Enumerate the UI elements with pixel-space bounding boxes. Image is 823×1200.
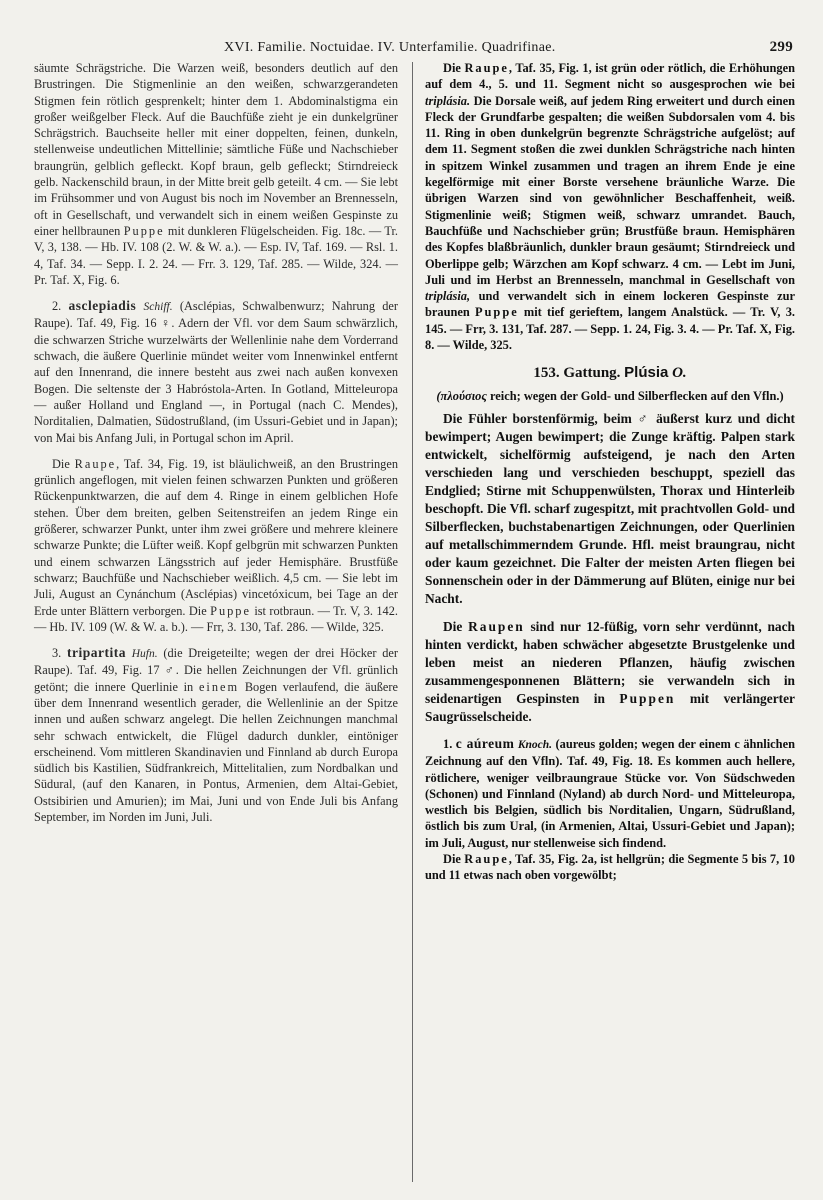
page-header — [34, 34, 795, 60]
genus-heading: 153. Gattung. Plúsia O. — [533, 364, 687, 382]
genus-description: Die Fühler borstenförmig, beim ♂ äußerst kurz und dicht bewimpert; Augen bewimpert; die Zunge kräftig. Palpen stark entwickelt, sichelförmig aufsteigend, je nach den Arten verschieden lang und verschieden beschuppt, speziell das Endglied; Stirne mit Schuppenwülsten, Thorax und Hinterleib beschopft. Die Vfl. scharf zugespitzt, mit prachtvollen Gold- und Silberflecken, buchstabenartigen Zeichnungen, oder Querlinien auf metallschimmerndem Grunde. Hfl. meist braungrau, nicht oder kaum gezeichnet. Die Falter der meisten Arten fliegen bei Sonnenschein oder in der Dämmerung auf Blüten, einige nur bei Nacht. — [425, 410, 795, 606]
page-number: 299 — [769, 39, 793, 55]
paragraph: säumte Schrägstriche. Die Warzen weiß, besonders deutlich auf den Brustringen. Die Stigmenlinie an den weißen, schwarzgerandeten Stigmen fein rötlich gesprenkelt; hinter dem 1. Abdominalstigma ein großer weißgelber Fleck. Auf die Bauchfüße zieht je ein dunkelgrüner Schrägstrich. Bauchseite heller mit einer doppelten, feinen, dunkeln, stellenweise undeutlichen Mittellinie; sämtliche Füße und Nachschieber braungrün, gelblich gefleckt. Kopf braun, gelb gefleckt; Stirndreieck gelb. Nackenschild braun, in der Mitte breit gelb geteilt. 4 cm. — Sie lebt im Frühsommer und von August bis noch im November an Brennesseln, oft in Gesellschaft, und verwandelt sich in einem weißen Gespinste zu einer hellbraunen Puppe mit dunkleren Flügelscheiden. Fig. 18c. — Tr. V, 3, 138. — Hb. IV. 108 (2. W. & W. a.). — Esp. IV, Taf. 169. — Rsl. 1. 4, Taf. 34. — Sepp. I. 2. 24. — Frr. 3. 129, Taf. 285. — Wilde, 324. — Pr. Taf. X, Fig. 6. — [34, 61, 398, 287]
species-name: tripartita — [67, 645, 126, 661]
running-title: XVI. Familie. Noctuidae. IV. Unterfamilie. Quadrifinae. — [224, 40, 556, 55]
paragraph: Die Raupe, Taf. 35, Fig. 1, ist grün oder rötlich, die Erhöhungen auf dem 4., 5. und 11. Segment nicht so ausgesprochen wie bei triplásia. Die Dorsale weiß, auf jedem Ring erweitert und durch einen Fleck der Grundfarbe gespalten; die weißen Subdorsalen vom 4. bis 11. Ring in oben dunkelgrün begrenzte Schrägstriche aufgelöst; auf dem 11. Segment stoßen die zwei dunklen Schrägstriche nach hinten in spitzem Winkel zusammen und tragen an ihrem Ende je eine kegelförmige mit einer Borste versehene bräunliche Warze. Die übrigen Warzen sind von gewöhnlicher Beschaffenheit, weiß. Stigmenlinie weiß; Stigmen weiß, schwarz umrandet. Bauch, Bauchfüße und Nachschieber grün; Brustfüße braun. Hemisphären des Kopfes blaßbräunlich, dunkler braun gesäumt; Stirndreieck und Oberlippe gelb; Wärzchen am Kopf schwarz. 4 cm. — Lebt im Juni, Juli und im Herbst an Brennesseln, manchmal in Gesellschaft von triplásia, und verwandelt sich in einem lockeren Gespinste zur braunen Puppe mit tief gerieftem, langem Analstück. — Tr. V, 3. 145. — Frr, 3. 131, Taf. 287. — Sepp. 1. 24, Fig. 3. 4. — Pr. Taf. X, Fig. 8. — Wilde, 325. — [425, 61, 795, 353]
left-column — [34, 60, 412, 1182]
genus-etymology: (πλούσιος reich; wegen der Gold- und Silberflecken auf den Vfln.) — [436, 388, 784, 403]
paragraph: Die Raupe, Taf. 35, Fig. 2a, ist hellgrün; die Segmente 5 bis 7, 10 und 11 etwas nach oben vorgewölbt; — [425, 852, 795, 883]
species-entry-tripartita: 3. tripartita Hufn. (die Dreigeteilte; wegen der drei Höcker der Raupe). Taf. 49, Fig. 17 ♂. Die hellen Zeichnungen der Vfl. grünlich getönt; die innere Querlinie in einem Bogen verlaufend, die äußere über dem Innenrand wesentlich gerader, die Wellenlinie an der Spitze innen und außen schwarz angelegt. Die hellen Zeichnungen manchmal sehr schwach entwickelt, die Flügel dadurch dunkler, eintöniger erscheinend. Vom mittleren Skandinavien und Finnland ab durch Europa südlich bis Kastilien, Südfrankreich, Mittelitalien, zum Nordbalkan und Südural, (auf den Kanaren, in Pontus, Armenien, dem Altai-Gebiet, Ostsibirien und Amurien); im Mai, Juni und von Ende Juli bis Anfang September, im Norden im Juni, Juli. — [34, 645, 398, 825]
species-name: c aúreum — [455, 735, 515, 751]
column-divider — [412, 62, 413, 1182]
paragraph: Die Raupen sind nur 12-füßig, vorn sehr verdünnt, nach hinten verdickt, haben schwächer abgesetzte Brustgelenke und leben meist an niederen Pflanzen, häufig zwischen zusammengesponnenen Blättern; sie verwandeln sich in seidenartigen Gespinsten in Puppen mit verlängerter Saugrüsselscheide. — [425, 618, 795, 724]
species-entry-c-aureum: 1. c aúreum Knoch. (aureus golden; wegen der einem c ähnlichen Zeichnung auf den Vfln). Taf. 49, Fig. 18. Es kommen auch hellere, rötlichere, weniger veilbraungraue Stücke vor. Von Südschweden (Schonen) und Finnland (Nyland) ab durch Nord- und Mitteleuropa, westlich bis Belgien, südlich bis Norditalien, Ungarn, Südrußland, östlich bis zum Ural, (in Armenien, Altai, Ussuri-Gebiet und Japan); im Juli, August, nur stellenweise sich findend. — [425, 735, 795, 850]
two-column-body — [34, 60, 795, 1182]
species-name: asclepiadis — [68, 298, 137, 314]
paragraph: Die Raupe, Taf. 34, Fig. 19, ist bläulichweiß, an den Brustringen grünlich angeflogen, mit vielen feinen schwarzen Punkten und größeren Rückenpunktwarzen, die auf dem 4. Ringe in einem gelblichen Hofe stehen. Über dem breiten, gelben Seitenstreifen an jedem Ringe ein größerer, schwarzer Punkt, unter ihm zwei größere und mehrere kleinere schwarze Punkte; die Lüfter weiß. Kopf gelbgrün mit schwarzen Punkten und einem schwarzen Längsstrich auf jeder Hemisphäre. Brustfüße schwarz; Bauchfüße und Nachschieber weißlich. 4,5 cm. — Sie lebt im Juli, August an Cynánchum (Asclépias) vincetóxicum, bei Tage an der Erde unter Blättern verborgen. Die Puppe ist rotbraun. — Tr. V, 3. 142. — Hb. IV. 109 (W. & W. a. b.). — Frr, 3. 130, Taf. 286. — Wilde, 325. — [34, 456, 398, 634]
genus-name: Plúsia — [624, 364, 669, 382]
right-column — [425, 60, 795, 1182]
species-entry-asclepiadis: 2. asclepiadis Schiff. (Asclépias, Schwalbenwurz; Nahrung der Raupe). Taf. 49, Fig. 16 ♀. Adern der Vfl. vor dem Saum schwärzlich, die schwarzen Striche wurzelwärts der Wellenlinie nahe dem Vorderrand schwach, die äußere Querlinie mündet weiter vom Innenwinkel entfernt auf den Innenrand, die innere besteht aus zwei nach außen konvexen Bogen. Die seltenste der 3 Habróstola-Arten. In Gotland, Mitteleuropa — außer Holland und England —, in Portugal (nach C. Mendes), Norditalien, Dalmatien, Südostrußland, (im Ussuri-Gebiet und in Japan); von Mai bis Anfang Juli, in Portugal schon im April. — [34, 298, 398, 445]
